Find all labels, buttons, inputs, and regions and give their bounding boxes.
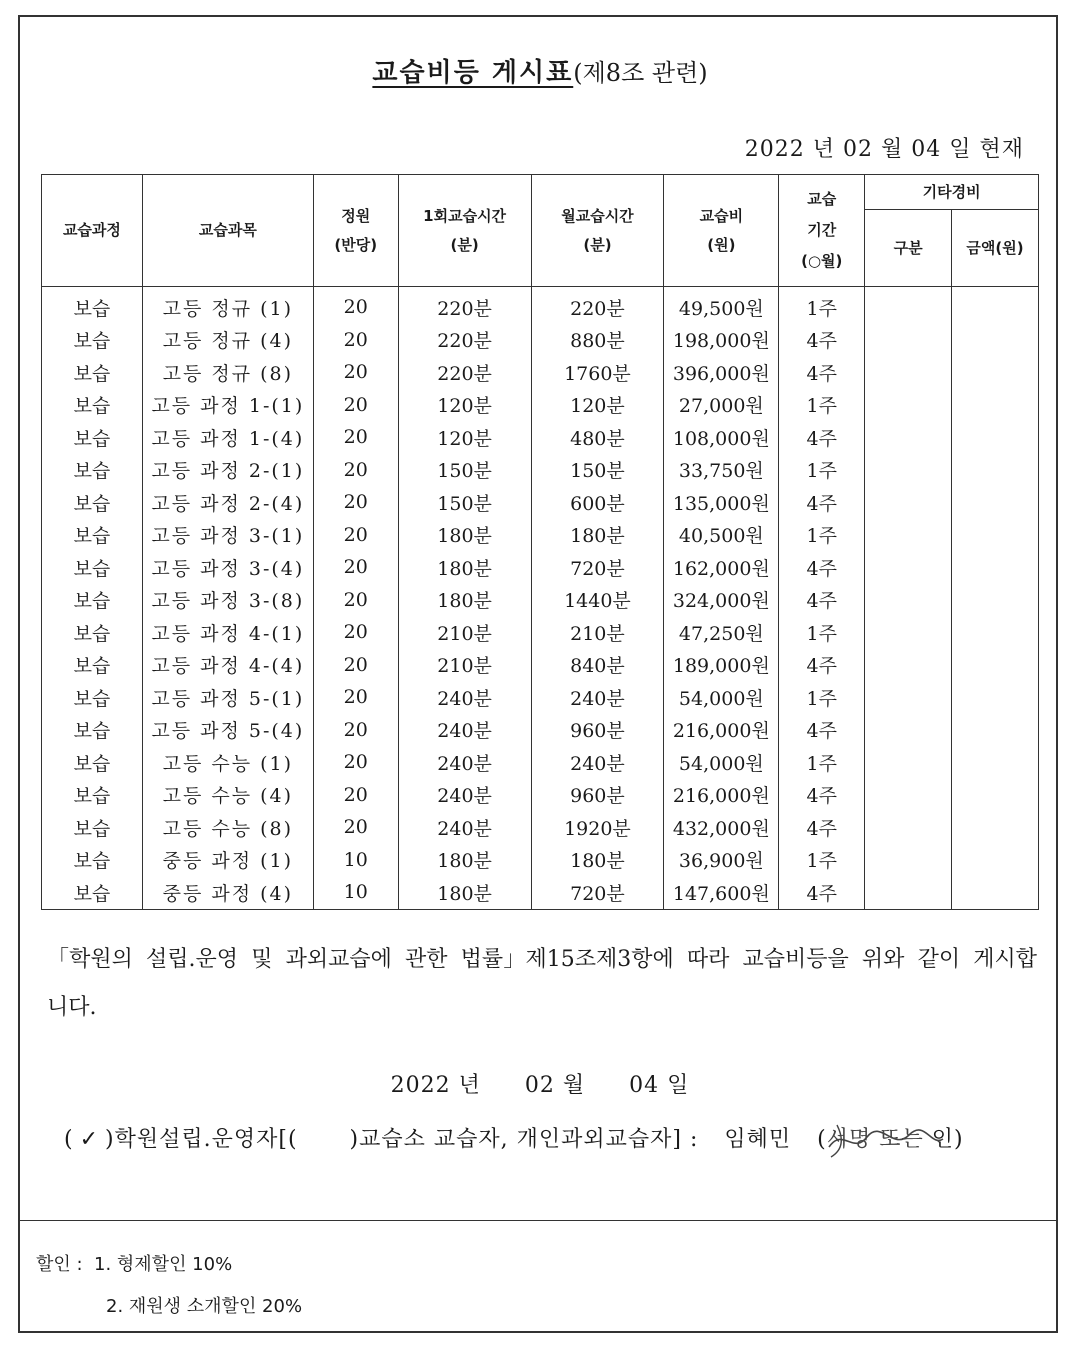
cell-per-session: 180분 bbox=[398, 876, 531, 909]
checkmark-icon: ✓ bbox=[79, 1127, 100, 1152]
cell-course: 보습 bbox=[42, 421, 143, 454]
sign-date bbox=[0, 1068, 1080, 1099]
cell-other-amount bbox=[952, 551, 1039, 584]
cell-subject: 중등 과정 (1) bbox=[142, 844, 313, 877]
cell-fee: 47,250원 bbox=[664, 616, 779, 649]
table-row bbox=[42, 649, 1039, 682]
cell-monthly: 720분 bbox=[531, 876, 664, 909]
cell-monthly: 240분 bbox=[531, 746, 664, 779]
table-row bbox=[42, 454, 1039, 487]
table-row bbox=[42, 584, 1039, 617]
cell-fee: 40,500원 bbox=[664, 519, 779, 552]
cell-fee: 189,000원 bbox=[664, 649, 779, 682]
cell-per-session: 240분 bbox=[398, 681, 531, 714]
tutor-label: )교습소 교습자, 개인과외교습자] : bbox=[349, 1127, 699, 1152]
cell-subject: 고등 정규 (4) bbox=[142, 324, 313, 357]
cell-other-amount bbox=[952, 746, 1039, 779]
table-row bbox=[42, 746, 1039, 779]
header-period: 교습 기간 (○월) bbox=[779, 175, 865, 287]
cell-subject: 고등 과정 5-(4) bbox=[142, 714, 313, 747]
cell-capacity: 20 bbox=[313, 649, 398, 682]
cell-capacity: 10 bbox=[313, 876, 398, 909]
cell-period: 1주 bbox=[779, 681, 865, 714]
cell-subject: 고등 수능 (1) bbox=[142, 746, 313, 779]
cell-capacity: 20 bbox=[313, 584, 398, 617]
cell-period: 4주 bbox=[779, 356, 865, 389]
header-per-session: 1회교습시간 (분) bbox=[398, 175, 531, 287]
signature-scribble: 서명 또는 bbox=[827, 1127, 924, 1152]
cell-fee: 27,000원 bbox=[664, 389, 779, 422]
cell-other-amount bbox=[952, 876, 1039, 909]
cell-course: 보습 bbox=[42, 551, 143, 584]
cell-course: 보습 bbox=[42, 454, 143, 487]
header-fee: 교습비 (원) bbox=[664, 175, 779, 287]
cell-per-session: 240분 bbox=[398, 746, 531, 779]
cell-fee: 54,000원 bbox=[664, 746, 779, 779]
cell-course: 보습 bbox=[42, 616, 143, 649]
cell-fee: 33,750원 bbox=[664, 454, 779, 487]
cell-fee: 162,000원 bbox=[664, 551, 779, 584]
cell-per-session: 210분 bbox=[398, 649, 531, 682]
cell-subject: 중등 과정 (4) bbox=[142, 876, 313, 909]
cell-course: 보습 bbox=[42, 486, 143, 519]
cell-monthly: 210분 bbox=[531, 616, 664, 649]
cell-period: 1주 bbox=[779, 287, 865, 324]
cell-other-amount bbox=[952, 584, 1039, 617]
cell-capacity: 20 bbox=[313, 779, 398, 812]
cell-fee: 396,000원 bbox=[664, 356, 779, 389]
cell-per-session: 220분 bbox=[398, 356, 531, 389]
cell-monthly: 840분 bbox=[531, 649, 664, 682]
cell-subject: 고등 수능 (4) bbox=[142, 779, 313, 812]
table-row bbox=[42, 287, 1039, 324]
cell-capacity: 20 bbox=[313, 389, 398, 422]
legal-statement: 「학원의 설립.운영 및 과외교습에 관한 법률」제15조제3항에 따라 교습비등을 위와 같이 게시합니다. bbox=[47, 947, 1037, 1020]
cell-other-amount bbox=[952, 389, 1039, 422]
cell-period: 4주 bbox=[779, 324, 865, 357]
header-other-type: 구분 bbox=[865, 210, 952, 287]
cell-course: 보습 bbox=[42, 649, 143, 682]
cell-fee: 108,000원 bbox=[664, 421, 779, 454]
cell-period: 1주 bbox=[779, 844, 865, 877]
cell-subject: 고등 과정 5-(1) bbox=[142, 681, 313, 714]
cell-other-type bbox=[865, 616, 952, 649]
discount-label: 할인 : bbox=[36, 1254, 83, 1275]
cell-course: 보습 bbox=[42, 746, 143, 779]
cell-per-session: 240분 bbox=[398, 811, 531, 844]
table-row bbox=[42, 324, 1039, 357]
table-row bbox=[42, 876, 1039, 909]
cell-per-session: 240분 bbox=[398, 714, 531, 747]
cell-monthly: 180분 bbox=[531, 519, 664, 552]
cell-per-session: 180분 bbox=[398, 584, 531, 617]
title-sub: (제8조 관련) bbox=[573, 59, 708, 87]
header-other-expenses: 기타경비 bbox=[865, 175, 1039, 210]
cell-other-amount bbox=[952, 649, 1039, 682]
cell-capacity: 20 bbox=[313, 324, 398, 357]
sign-year: 2022 년 bbox=[390, 1073, 481, 1098]
cell-subject: 고등 과정 4-(4) bbox=[142, 649, 313, 682]
cell-course: 보습 bbox=[42, 714, 143, 747]
cell-period: 4주 bbox=[779, 649, 865, 682]
cell-per-session: 180분 bbox=[398, 844, 531, 877]
cell-monthly: 150분 bbox=[531, 454, 664, 487]
cell-subject: 고등 과정 2-(1) bbox=[142, 454, 313, 487]
header-monthly: 월교습시간 (분) bbox=[531, 175, 664, 287]
cell-capacity: 20 bbox=[313, 356, 398, 389]
cell-course: 보습 bbox=[42, 876, 143, 909]
cell-period: 4주 bbox=[779, 779, 865, 812]
cell-other-type bbox=[865, 811, 952, 844]
cell-other-amount bbox=[952, 519, 1039, 552]
cell-other-type bbox=[865, 649, 952, 682]
cell-capacity: 20 bbox=[313, 714, 398, 747]
cell-capacity: 20 bbox=[313, 616, 398, 649]
cell-period: 1주 bbox=[779, 454, 865, 487]
cell-fee: 36,900원 bbox=[664, 844, 779, 877]
cell-capacity: 20 bbox=[313, 421, 398, 454]
table-row bbox=[42, 551, 1039, 584]
cell-monthly: 720분 bbox=[531, 551, 664, 584]
cell-monthly: 120분 bbox=[531, 389, 664, 422]
cell-subject: 고등 과정 4-(1) bbox=[142, 616, 313, 649]
cell-course: 보습 bbox=[42, 287, 143, 324]
header-subject: 교습과목 bbox=[142, 175, 313, 287]
cell-fee: 147,600원 bbox=[664, 876, 779, 909]
discount-referral: 2. 재원생 소개할인 20% bbox=[106, 1296, 303, 1317]
cell-period: 1주 bbox=[779, 389, 865, 422]
cell-subject: 고등 과정 3-(1) bbox=[142, 519, 313, 552]
cell-period: 1주 bbox=[779, 746, 865, 779]
scribble-icon bbox=[823, 1121, 947, 1161]
cell-other-type bbox=[865, 324, 952, 357]
cell-fee: 54,000원 bbox=[664, 681, 779, 714]
cell-per-session: 120분 bbox=[398, 421, 531, 454]
cell-monthly: 960분 bbox=[531, 779, 664, 812]
cell-capacity: 20 bbox=[313, 746, 398, 779]
table-row bbox=[42, 844, 1039, 877]
cell-capacity: 20 bbox=[313, 454, 398, 487]
cell-period: 4주 bbox=[779, 551, 865, 584]
cell-subject: 고등 정규 (1) bbox=[142, 287, 313, 324]
cell-capacity: 20 bbox=[313, 486, 398, 519]
cell-period: 4주 bbox=[779, 714, 865, 747]
cell-fee: 216,000원 bbox=[664, 714, 779, 747]
cell-subject: 고등 과정 1-(1) bbox=[142, 389, 313, 422]
cell-other-amount bbox=[952, 454, 1039, 487]
cell-other-amount bbox=[952, 714, 1039, 747]
cell-other-type bbox=[865, 454, 952, 487]
cell-capacity: 20 bbox=[313, 811, 398, 844]
cell-other-amount bbox=[952, 844, 1039, 877]
cell-per-session: 180분 bbox=[398, 551, 531, 584]
cell-other-type bbox=[865, 876, 952, 909]
cell-monthly: 1920분 bbox=[531, 811, 664, 844]
cell-other-type bbox=[865, 681, 952, 714]
cell-capacity: 10 bbox=[313, 844, 398, 877]
cell-fee: 49,500원 bbox=[664, 287, 779, 324]
cell-per-session: 220분 bbox=[398, 324, 531, 357]
cell-other-amount bbox=[952, 616, 1039, 649]
cell-per-session: 220분 bbox=[398, 287, 531, 324]
cell-course: 보습 bbox=[42, 519, 143, 552]
cell-other-type bbox=[865, 779, 952, 812]
cell-other-type bbox=[865, 584, 952, 617]
cell-subject: 고등 과정 1-(4) bbox=[142, 421, 313, 454]
cell-monthly: 960분 bbox=[531, 714, 664, 747]
cell-per-session: 180분 bbox=[398, 519, 531, 552]
cell-other-amount bbox=[952, 287, 1039, 324]
cell-fee: 198,000원 bbox=[664, 324, 779, 357]
title-main: 교습비등 게시표 bbox=[372, 58, 574, 88]
table-row bbox=[42, 714, 1039, 747]
cell-subject: 고등 과정 3-(8) bbox=[142, 584, 313, 617]
cell-per-session: 240분 bbox=[398, 779, 531, 812]
cell-other-amount bbox=[952, 811, 1039, 844]
cell-other-type bbox=[865, 746, 952, 779]
cell-capacity: 20 bbox=[313, 681, 398, 714]
cell-fee: 135,000원 bbox=[664, 486, 779, 519]
table-row bbox=[42, 389, 1039, 422]
operator-label: )학원설립.운영자[( bbox=[105, 1127, 298, 1152]
cell-per-session: 150분 bbox=[398, 486, 531, 519]
table-row bbox=[42, 779, 1039, 812]
cell-monthly: 180분 bbox=[531, 844, 664, 877]
cell-monthly: 880분 bbox=[531, 324, 664, 357]
cell-other-type bbox=[865, 519, 952, 552]
cell-other-amount bbox=[952, 486, 1039, 519]
cell-course: 보습 bbox=[42, 584, 143, 617]
cell-other-amount bbox=[952, 421, 1039, 454]
header-course: 교습과정 bbox=[42, 175, 143, 287]
cell-monthly: 240분 bbox=[531, 681, 664, 714]
cell-other-type bbox=[865, 486, 952, 519]
cell-per-session: 150분 bbox=[398, 454, 531, 487]
cell-course: 보습 bbox=[42, 844, 143, 877]
cell-other-type bbox=[865, 551, 952, 584]
cell-period: 4주 bbox=[779, 811, 865, 844]
cell-fee: 324,000원 bbox=[664, 584, 779, 617]
cell-other-type bbox=[865, 389, 952, 422]
cell-other-amount bbox=[952, 779, 1039, 812]
cell-fee: 216,000원 bbox=[664, 779, 779, 812]
cell-monthly: 600분 bbox=[531, 486, 664, 519]
table-row bbox=[42, 811, 1039, 844]
table-body bbox=[42, 287, 1039, 910]
discount-notes bbox=[36, 1244, 302, 1328]
cell-monthly: 1760분 bbox=[531, 356, 664, 389]
cell-period: 4주 bbox=[779, 421, 865, 454]
cell-course: 보습 bbox=[42, 681, 143, 714]
header-other-amount: 금액(원) bbox=[952, 210, 1039, 287]
cell-subject: 고등 과정 2-(4) bbox=[142, 486, 313, 519]
cell-period: 1주 bbox=[779, 519, 865, 552]
cell-per-session: 120분 bbox=[398, 389, 531, 422]
cell-capacity: 20 bbox=[313, 519, 398, 552]
signature-line: ( ✓ )학원설립.운영자[( )교습소 교습자, 개인과외교습자] : 임혜민 (서명 또는 인) bbox=[64, 1122, 964, 1153]
cell-subject: 고등 수능 (8) bbox=[142, 811, 313, 844]
cell-other-amount bbox=[952, 356, 1039, 389]
cell-other-amount bbox=[952, 681, 1039, 714]
sign-month: 02 월 bbox=[524, 1073, 586, 1098]
cell-period: 4주 bbox=[779, 876, 865, 909]
header-capacity: 정원 (반당) bbox=[313, 175, 398, 287]
footer-divider bbox=[18, 1220, 1058, 1221]
table-row bbox=[42, 486, 1039, 519]
cell-other-amount bbox=[952, 324, 1039, 357]
cell-capacity: 20 bbox=[313, 551, 398, 584]
cell-subject: 고등 과정 3-(4) bbox=[142, 551, 313, 584]
cell-monthly: 480분 bbox=[531, 421, 664, 454]
cell-course: 보습 bbox=[42, 389, 143, 422]
cell-course: 보습 bbox=[42, 324, 143, 357]
document-title bbox=[0, 52, 1080, 89]
table-row bbox=[42, 519, 1039, 552]
cell-period: 1주 bbox=[779, 616, 865, 649]
cell-other-type bbox=[865, 844, 952, 877]
cell-monthly: 220분 bbox=[531, 287, 664, 324]
cell-monthly: 1440분 bbox=[531, 584, 664, 617]
table-row bbox=[42, 681, 1039, 714]
cell-period: 4주 bbox=[779, 486, 865, 519]
as-of-date: 2022 년 02 월 04 일 현재 bbox=[744, 137, 1024, 162]
cell-other-type bbox=[865, 714, 952, 747]
table-row bbox=[42, 421, 1039, 454]
cell-capacity: 20 bbox=[313, 287, 398, 324]
cell-course: 보습 bbox=[42, 356, 143, 389]
cell-subject: 고등 정규 (8) bbox=[142, 356, 313, 389]
table-row bbox=[42, 356, 1039, 389]
cell-other-type bbox=[865, 421, 952, 454]
cell-course: 보습 bbox=[42, 811, 143, 844]
sign-day: 04 일 bbox=[629, 1073, 690, 1098]
cell-other-type bbox=[865, 356, 952, 389]
cell-per-session: 210분 bbox=[398, 616, 531, 649]
cell-fee: 432,000원 bbox=[664, 811, 779, 844]
cell-course: 보습 bbox=[42, 779, 143, 812]
cell-other-type bbox=[865, 287, 952, 324]
discount-sibling: 1. 형제할인 10% bbox=[94, 1254, 233, 1275]
cell-period: 4주 bbox=[779, 584, 865, 617]
table-row bbox=[42, 616, 1039, 649]
fee-table bbox=[41, 174, 1039, 910]
operator-name: 임혜민 bbox=[724, 1127, 792, 1152]
